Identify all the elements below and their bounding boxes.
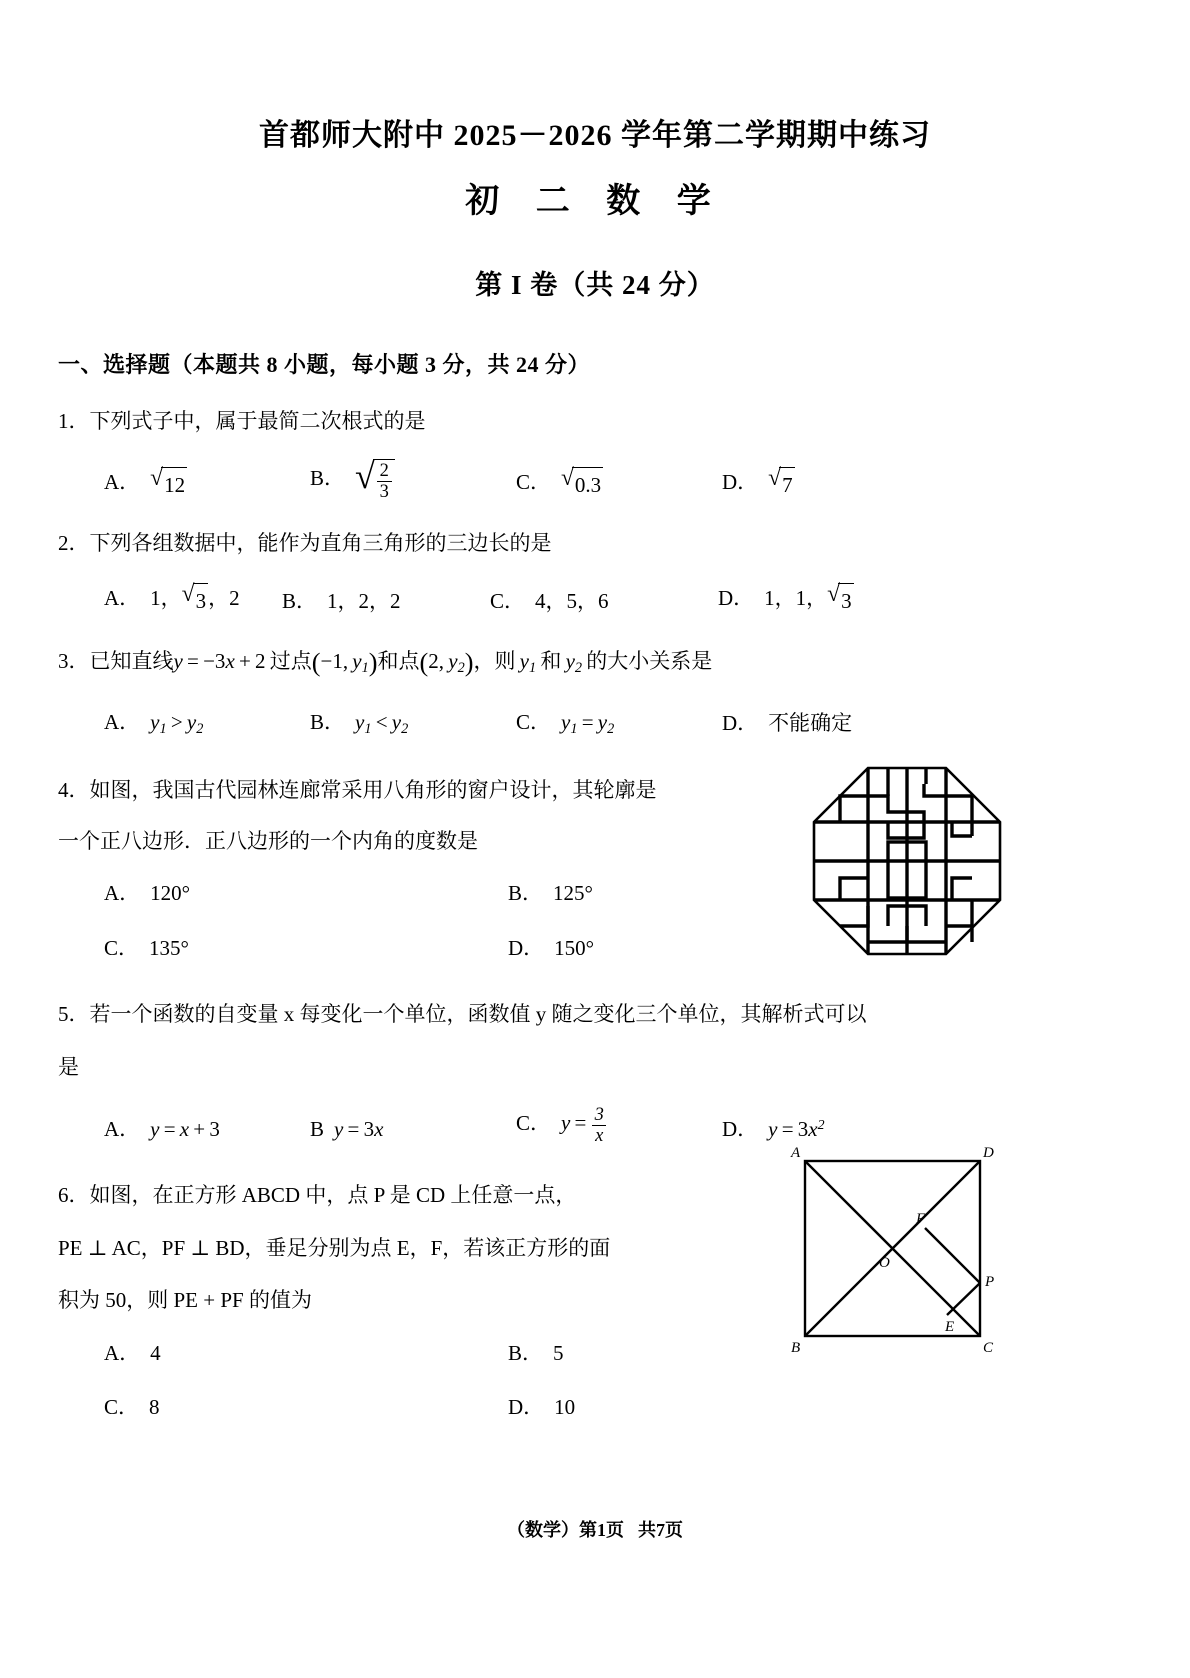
option-c-label: C． xyxy=(516,1110,552,1135)
page-footer xyxy=(0,1516,1190,1542)
sqrt-two-thirds: √ $\frac{2}{3}$ xyxy=(355,459,395,501)
question-4-number: 4． xyxy=(58,777,90,802)
question-6 xyxy=(58,1179,1190,1424)
option-b-label: B． xyxy=(310,466,346,491)
question-1-number: 1． xyxy=(58,408,90,433)
question-3 xyxy=(58,643,1190,740)
question-1 xyxy=(58,405,1190,501)
page-title: 首都师大附中 2025－2026 学年第二学期期中练习 xyxy=(259,119,931,152)
option-d-label: D． xyxy=(722,1116,759,1141)
question-4-option-b[interactable]: B． 125° xyxy=(508,881,593,906)
option-b-label: B． xyxy=(508,881,544,906)
question-1-option-b[interactable] xyxy=(310,456,516,501)
question-3-options xyxy=(104,706,1190,740)
sqrt-3: √ 3 xyxy=(182,583,208,618)
question-2-stem xyxy=(58,527,1190,560)
question-6-option-c[interactable]: C． 8 xyxy=(104,1395,160,1420)
question-5-stem-line-2: 是 xyxy=(58,1054,79,1079)
vertex-label-b: B xyxy=(791,1340,801,1356)
option-d-label: D． xyxy=(508,935,545,960)
option-b-label: B． xyxy=(282,588,318,613)
option-b-label: B． xyxy=(310,709,346,734)
question-4-stem-line-2: 一个正八边形．正八边形的一个内角的度数是 xyxy=(58,828,478,853)
option-a-label: A． xyxy=(104,1340,141,1365)
option-a-label: A． xyxy=(104,881,141,906)
sqrt-12: √ 12 xyxy=(150,467,187,502)
question-4-option-a[interactable]: A． 120° xyxy=(104,881,191,906)
question-5-option-a[interactable]: A． y = x + 3 xyxy=(104,1116,220,1141)
question-6-option-b[interactable]: B． 5 xyxy=(508,1340,564,1365)
question-3-stem: 3．已知直线y = −3x + 2 过点(−1, $y_1$)和点(2, $y_2$)，则 $y_1$ 和 $y_2$ 的大小关系是 xyxy=(58,648,713,678)
question-4-option-c[interactable]: C． 135° xyxy=(104,935,189,960)
question-4 xyxy=(58,774,1190,964)
question-6-option-d[interactable]: D． 10 xyxy=(508,1395,576,1420)
point-label-e: E xyxy=(945,1319,955,1335)
option-a-label: A． xyxy=(104,469,141,494)
question-2-option-a[interactable]: A． 1， √ 3 ，2 xyxy=(104,582,282,617)
question-5-number: 5． xyxy=(58,1002,90,1027)
sqrt-0-3: √ 0.3 xyxy=(561,467,603,502)
question-3-option-d[interactable]: D． 不能确定 xyxy=(722,711,853,736)
option-c-label: C． xyxy=(490,588,526,613)
point-label-f: F xyxy=(916,1211,926,1227)
question-6-stem-line-3: 积为 50，则 PE + PF 的值为 xyxy=(58,1288,312,1313)
question-3-number: 3． xyxy=(58,649,90,674)
question-1-options xyxy=(104,456,1190,501)
option-a-label: A． xyxy=(104,709,141,734)
sqrt-7: √ 7 xyxy=(768,467,794,502)
question-6-stem-line-2: PE ⊥ AC，PF ⊥ BD，垂足分别为点 E，F，若该正方形的面 xyxy=(58,1235,611,1260)
question-3-option-a[interactable]: A． $y_1 > y_2$ xyxy=(104,709,204,737)
footer-subject: （数学） xyxy=(507,1520,579,1540)
question-5-option-c[interactable]: C． y = $\frac{3}{x}$ xyxy=(516,1105,722,1145)
option-d-label: D． xyxy=(508,1395,545,1420)
question-3-option-b[interactable]: B． $y_1 < y_2$ xyxy=(310,709,409,737)
option-a-label: A． xyxy=(104,1116,141,1141)
question-4-options-row-1 xyxy=(104,877,1190,910)
option-b-label: B xyxy=(310,1116,325,1141)
question-6-options-row-2 xyxy=(104,1391,1190,1424)
sqrt-3: √ 3 xyxy=(827,583,853,618)
question-2-text: 下列各组数据中，能作为直角三角形的三边长的是 xyxy=(89,531,552,556)
vertex-label-a: A xyxy=(791,1145,801,1161)
option-c-label: C． xyxy=(516,709,552,734)
question-2-option-c[interactable]: C． 4，5，6 xyxy=(490,588,609,613)
question-1-option-d[interactable] xyxy=(722,466,928,501)
question-6-option-a[interactable]: A． 4 xyxy=(104,1340,161,1365)
section-heading: 一、选择题（本题共 8 小题，每小题 3 分，共 24 分） xyxy=(58,351,591,377)
fraction-3-over-x: $\frac{3}{x}$ xyxy=(592,1105,607,1145)
question-5-stem-line-1: 5．若一个函数的自变量 x 每变化一个单位，函数值 y 随之变化三个单位，其解析式可以 xyxy=(58,1002,867,1027)
question-6-stem-line-1: 6．如图，在正方形 ABCD 中，点 P 是 CD 上任意一点， xyxy=(58,1183,577,1208)
vertex-label-c: C xyxy=(983,1340,994,1356)
question-5-option-b[interactable]: B y = 3x xyxy=(310,1116,384,1141)
question-6-options-row-1 xyxy=(104,1337,1190,1370)
question-2-option-b[interactable]: B． 1，2，2 xyxy=(282,588,401,613)
question-2-option-d[interactable]: D． 1，1， √ 3 xyxy=(718,582,854,617)
option-c-label: C． xyxy=(104,935,140,960)
question-5-option-d[interactable]: D． $y = 3x^2$ xyxy=(722,1116,825,1141)
question-1-option-a[interactable] xyxy=(104,466,310,501)
paper-part-title: 第 I 卷（共 24 分） xyxy=(475,269,715,300)
question-6-number: 6． xyxy=(58,1183,90,1208)
option-c-label: C． xyxy=(104,1395,140,1420)
square-abcd-figure xyxy=(785,1143,1000,1358)
question-2-options xyxy=(104,582,1190,617)
option-d-label: D． xyxy=(718,585,755,610)
question-3-equation: y xyxy=(173,649,183,674)
question-4-option-d[interactable]: D． 150° xyxy=(508,935,595,960)
question-2-number: 2． xyxy=(58,531,90,556)
question-5-options xyxy=(104,1105,1190,1145)
question-1-stem xyxy=(58,405,1190,438)
footer-total: 共7页 xyxy=(638,1520,683,1540)
option-a-label: A． xyxy=(104,585,141,610)
option-b-label: B． xyxy=(508,1340,544,1365)
question-4-options-row-2 xyxy=(104,932,1190,965)
vertex-label-d: D xyxy=(983,1145,994,1161)
question-3-option-c[interactable]: C． $y_1 = y_2$ xyxy=(516,709,615,737)
question-1-option-c[interactable] xyxy=(516,466,722,501)
question-2 xyxy=(58,527,1190,617)
subject-title: 初 二 数 学 xyxy=(465,183,725,220)
option-d-label: D． xyxy=(722,469,759,494)
point-label-p: P xyxy=(985,1274,995,1290)
octagon-window-figure xyxy=(812,766,1002,956)
option-d-label: D． xyxy=(722,711,759,736)
question-1-text: 下列式子中，属于最简二次根式的是 xyxy=(89,408,426,433)
footer-page: 第1页 xyxy=(579,1520,624,1540)
question-5 xyxy=(58,998,1190,1145)
point-label-o: O xyxy=(879,1255,890,1271)
option-c-label: C． xyxy=(516,469,552,494)
question-4-stem-line-1: 4．如图，我国古代园林连廊常采用八角形的窗户设计，其轮廓是 xyxy=(58,777,657,802)
